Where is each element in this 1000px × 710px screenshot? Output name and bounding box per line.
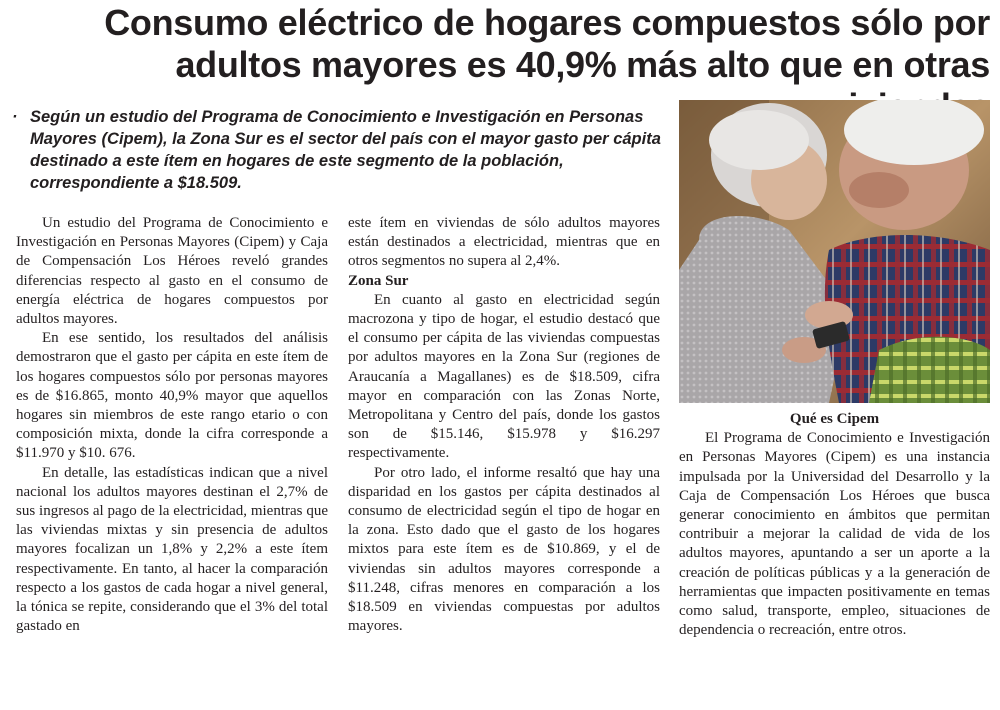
lead-summary [12, 106, 672, 194]
lead-bullet: · [12, 108, 18, 126]
sidebar-text: El Programa de Conocimiento e Investigación en Personas Mayores (Cipem) es una instancia impulsada por la Universidad del Desarrollo y la Caja de Compensación Los Héroes que busca generar conocimiento en ámbitos que permitan contribuir a mejorar la calidad de vida de los adultos mayores, apuntando a ser un aporte a la creación de políticas públicas y a la generación de herramientas que impacten positivamente en temas como salud, transporte, empleo, situaciones de dependencia o recreación, entre otros. [679, 430, 990, 639]
lead-text: Según un estudio del Programa de Conocimiento e Investigación en Personas Mayores (Cipem), la Zona Sur es el sector del país con el mayor gasto per cápita destinado a este ítem en hogares de este segmento de la población, correspondiente a $18.509. [30, 108, 661, 192]
body-paragraph-3-continued: este ítem en viviendas de sólo adultos mayores están destinados a electricidad, mientras que en otros segmentos no supera al 2,4%. [348, 215, 660, 270]
article-column-1 [16, 214, 328, 636]
elderly-couple-photo [679, 100, 990, 403]
body-paragraph-2: En ese sentido, los resultados del análisis demostraron que el gasto per cápita en este ítem de los hogares compuestos sólo por personas mayores es de $16.865, monto 40,9% mayor que aquellos hogares sin miembros de este rango etario o con composición mixta, donde la cifra corresponde a $11.970 y $10. 676. [16, 330, 328, 462]
photo-illustration [679, 100, 990, 403]
sidebar-title: Qué es Cipem [789, 411, 880, 427]
body-paragraph-4: En cuanto al gasto en electricidad según macrozona y tipo de hogar, el estudio destacó que el consumo per cápita de las viviendas compuestas por adultos mayores en la Zona Sur (regiones de Araucanía a Magallanes) es de $18.509, cifra mayor en comparación con las Zonas Norte, Metropolitana y Centro del país, donde los gastos son de $15.146, $15.978 y $16.297 respectivamente. [348, 291, 660, 462]
section-subhead: Zona Sur [348, 272, 409, 289]
body-paragraph-5: Por otro lado, el informe resaltó que hay una disparidad en los gastos per cápita destinados al consumo de electricidad según el tipo de hogar en la zona. Esto dado que el gasto de los hogares mixtos para este ítem es de $10.869, y el de viviendas sin adultos mayores corresponde a $11.248, cifras menores en comparación a los $18.509 en viviendas compuestas por adultos mayores. [348, 464, 660, 635]
article-column-2 [348, 214, 660, 636]
sidebar-box [679, 410, 990, 640]
headline: Consumo eléctrico de hogares compuestos sólo por adultos mayores es 40,9% más alto que en otras [104, 2, 990, 85]
body-paragraph-3: En detalle, las estadísticas indican que a nivel nacional los adultos mayores destinan el 2,7% de sus ingresos al pago de la electricidad, mientras que las viviendas mixtas y sin presencia de adultos mayores focalizan un 1,8% y 2,2% a este ítem respectivamente. En tanto, al hacer la comparación respecto a los gastos de cada hogar a nivel general, la tónica se repite, considerando que el 3% del total gastado en [16, 464, 328, 635]
body-paragraph-1: Un estudio del Programa de Conocimiento e Investigación en Personas Mayores (Cipem) y Caja de Compensación Los Héroes reveló grandes diferencias respecto al gasto en el consumo de energía eléctrica de hogares compuestos por adultos mayores. [16, 215, 328, 328]
